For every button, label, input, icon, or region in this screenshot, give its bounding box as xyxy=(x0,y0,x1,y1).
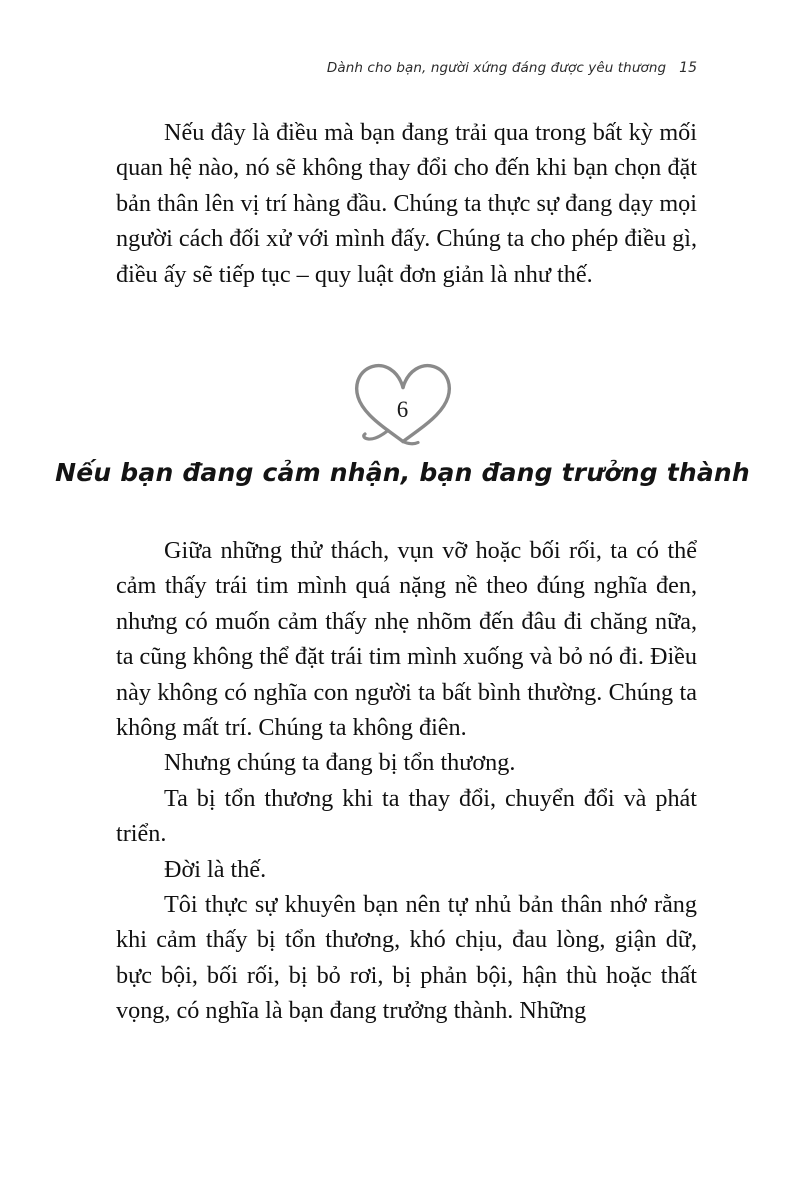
paragraph: Nếu đây là điều mà bạn đang trải qua trong bất kỳ mối quan hệ nào, nó sẽ không thay đổi cho đến khi bạn chọn đặt bản thân lên vị trí hàng đầu. Chúng ta thực sự đang dạy mọi người cách đối xử với mình đấy. Chúng ta cho phép điều gì, điều ấy sẽ tiếp tục – quy luật đơn giản là như thế. xyxy=(116,119,697,288)
paragraph: Ta bị tổn thương khi ta thay đổi, chuyển đổi và phát triển. xyxy=(116,784,697,848)
heart-outline-icon xyxy=(351,357,455,449)
paragraph: Giữa những thử thách, vụn vỡ hoặc bối rối, ta có thể cảm thấy trái tim mình quá nặng nề theo đúng nghĩa đen, nhưng có muốn cảm thấy nhẹ nhõm đến đâu đi chăng nữa, ta cũng không thể đặt trái tim mình xuống và bỏ nó đi. Điều này không có nghĩa con người ta bất bình thường. Chúng ta không mất trí. Chúng ta không điên. xyxy=(116,537,697,742)
running-head-title: Dành cho bạn, người xứng đáng được yêu thương xyxy=(326,60,667,76)
body-text-upper xyxy=(116,115,697,292)
paragraph: Đời là thế. xyxy=(164,855,267,883)
paragraph: Tôi thực sự khuyên bạn nên tự nhủ bản thân nhớ rằng khi cảm thấy bị tổn thương, khó chịu, đau lòng, giận dữ, bực bội, bối rối, bị bỏ rơi, bị phản bội, hận thù hoặc thất vọng, có nghĩa là bạn đang trưởng thành. Những xyxy=(116,891,697,1025)
chapter-title: Nếu bạn đang cảm nhận, bạn đang trưởng thành xyxy=(55,458,750,487)
page-number: 15 xyxy=(679,60,697,76)
paragraph: Nhưng chúng ta đang bị tổn thương. xyxy=(164,749,516,777)
running-head xyxy=(116,60,697,86)
body-text-lower xyxy=(116,533,697,1029)
chapter-number: 6 xyxy=(396,397,409,422)
chapter-ornament xyxy=(0,355,805,450)
